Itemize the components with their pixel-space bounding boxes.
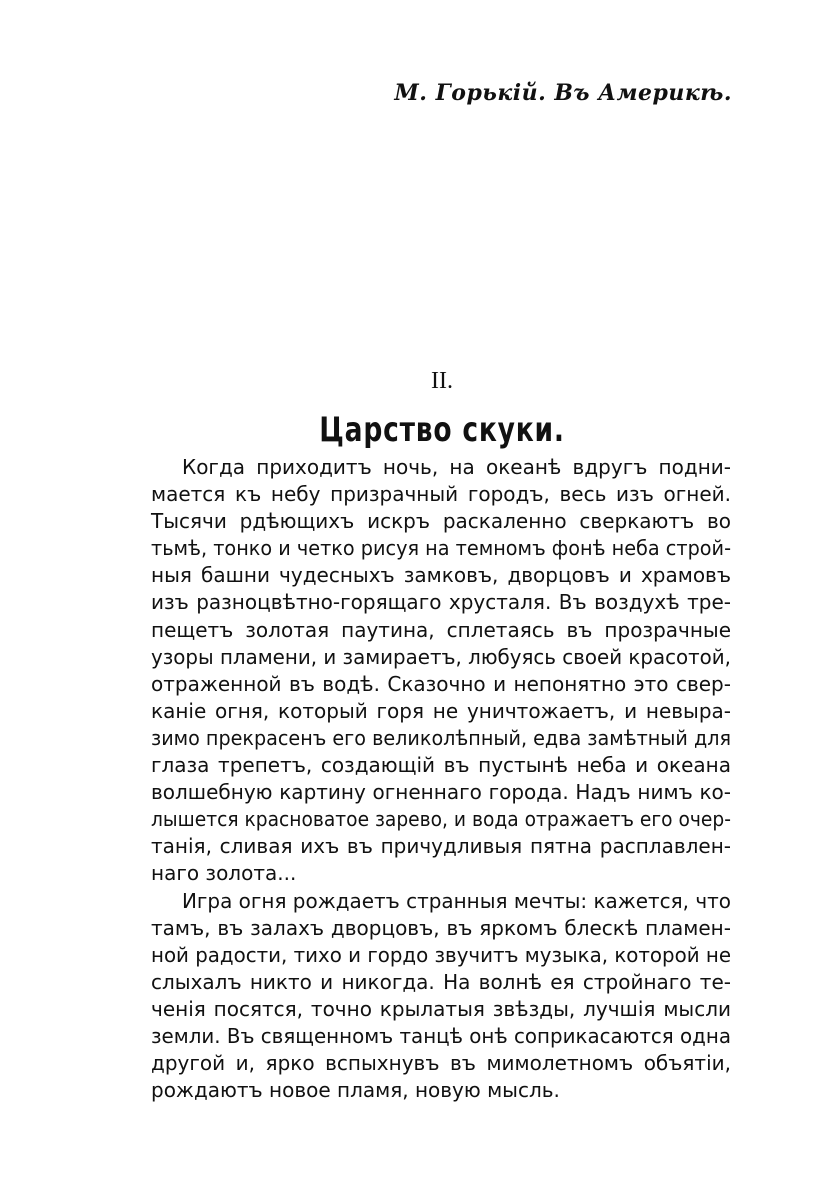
text-line: каніе огня, который горя не уничтожаетъ, и невыра- (151, 698, 731, 723)
chapter-title: Царство скуки. (319, 410, 565, 450)
text-line: танія, сливая ихъ въ причудливыя пятна расплавлен- (151, 834, 731, 859)
text-line: слыхалъ никто и никогда. На волнѣ ея стройнаго те- (151, 969, 731, 994)
text-line: мается къ небу призрачный городъ, весь изъ огней. (151, 482, 731, 507)
chapter-number: II. (431, 368, 453, 394)
text-line: земли. Въ священномъ танцѣ онѣ соприкасаются одна (151, 1023, 731, 1048)
text-line: Когда приходитъ ночь, на океанѣ вдругъ подни- (182, 455, 731, 479)
text-line: тьмѣ, тонко и четко рисуя на темномъ фонѣ неба строй- (151, 536, 732, 561)
body-text (151, 454, 731, 1104)
text-line: лышется красноватое зарево, и вода отражаетъ его очер- (151, 807, 731, 832)
text-line: ченія посятся, точно крылатыя звѣзды, лучшія мысли (151, 996, 731, 1021)
text-line: изъ разноцвѣтно-горящаго хрусталя. Въ воздухѣ тре- (151, 590, 731, 615)
text-line: узоры пламени, и замираетъ, любуясь своей красотой, (151, 644, 731, 669)
text-line: наго золота... (151, 861, 297, 886)
text-line: волшебную картину огненнаго города. Надъ нимъ ко- (151, 780, 731, 805)
text-line: зимо прекрасенъ его великолѣпный, едва замѣтный для (151, 725, 731, 750)
running-head: М. Горькій. Въ Америкѣ. (394, 80, 732, 106)
text-line: рождаютъ новое пламя, новую мысль. (151, 1078, 560, 1103)
text-line: тамъ, въ залахъ дворцовъ, въ яркомъ блескѣ пламен- (151, 915, 731, 940)
text-line: Игра огня рождаетъ странныя мечты: кажется, что (182, 888, 732, 913)
text-line: ныя башни чудесныхъ замковъ, дворцовъ и храмовъ (151, 563, 731, 588)
text-line: другой и, ярко вспыхнувъ въ мимолетномъ объятіи, (151, 1051, 731, 1076)
text-line: Тысячи рдѣющихъ искръ раскаленно сверкаютъ во (151, 509, 732, 534)
text-line: ной радости, тихо и гордо звучитъ музыка, которой не (151, 942, 732, 967)
text-line: отраженной въ водѣ. Сказочно и непонятно это свер- (151, 671, 731, 696)
text-line: пещетъ золотая паутина, сплетаясь въ прозрачные (151, 617, 732, 642)
text-line: глаза трепетъ, создающій въ пустынѣ неба и океана (151, 753, 731, 778)
